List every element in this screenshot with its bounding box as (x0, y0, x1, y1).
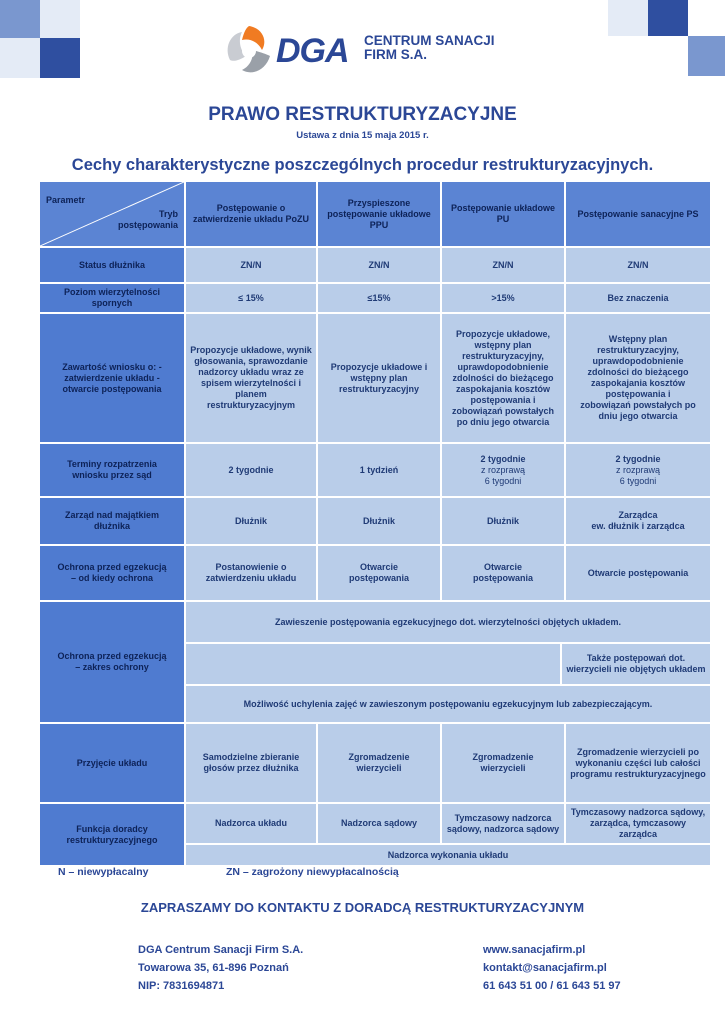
footer-left (138, 941, 303, 995)
cell-sub-text: z rozprawą (615, 464, 660, 475)
row-label: Status dłużnika (40, 248, 184, 282)
row-label: Ochrona przed egzekucją – od kiedy ochrona (40, 546, 184, 600)
table-cell (566, 444, 710, 496)
decor-square (0, 0, 40, 38)
footer-nip: NIP: 7831694871 (138, 980, 225, 992)
contact-cta: ZAPRASZAMY DO KONTAKTU Z DORADCĄ RESTRUKTURYZACYJNYM (140, 900, 585, 915)
table-cell: ZN/N (566, 248, 710, 282)
legend-n: N – niewypłacalny (58, 866, 149, 878)
logo-brand: DGA (276, 32, 349, 70)
row-label: Poziom wierzytelności spornych (40, 284, 184, 312)
table-cell: Także postępowań dot. wierzycieli nie objętych układem (562, 644, 710, 684)
row-label: Funkcja doradcy restrukturyzacyjnego (40, 804, 184, 865)
table-cell: Propozycje układowe, wstępny plan restrukturyzacyjny, uprawdopodobnienie zdolności do bieżącego zaspokajania kosztów postępowania i zobowiązań powstałych po dniu jego otwarcia (442, 314, 564, 442)
column-header: Postępowanie sanacyjne PS (566, 182, 710, 246)
decor-square (648, 0, 688, 36)
logo-text (364, 34, 495, 62)
table-cell: ≤ 15% (186, 284, 316, 312)
decor-square (688, 36, 725, 76)
cell-line: ew. dłużnik i zarządca (591, 521, 685, 531)
legend-zn: ZN – zagrożony niewypłacalnością (226, 866, 399, 878)
table-cell: Postanowienie o zatwierdzeniu układu (186, 546, 316, 600)
footer-company: DGA Centrum Sanacji Firm S.A. (138, 944, 304, 956)
row-label: Ochrona przed egzekucją – zakres ochrony (40, 602, 184, 722)
table-cell: Dłużnik (442, 498, 564, 544)
swirl-logo-icon (218, 20, 280, 82)
decor-square (608, 0, 648, 36)
table-cell: Tymczasowy nadzorca sądowy, zarządca, tymczasowy zarządca (566, 804, 710, 843)
footer-address: Towarowa 35, 61-896 Poznań (138, 962, 289, 974)
table-cell: Otwarcie postępowania (442, 546, 564, 600)
cell-main-text: 2 tygodnie (615, 453, 661, 464)
corner-param: Parametr (46, 195, 86, 205)
cell-sub-text: 6 tygodni (484, 475, 522, 486)
table-cell: Tymczasowy nadzorca sądowy, nadzorca sądowy (442, 804, 564, 843)
table-cell: Zgromadzenie wierzycieli (318, 724, 440, 802)
table-cell: 1 tydzień (318, 444, 440, 496)
row-label: Zarząd nad majątkiem dłużnika (40, 498, 184, 544)
row-label: Zawartość wniosku o: - zatwierdzenie układu - otwarcie postępowania (40, 314, 184, 442)
table-cell: Otwarcie postępowania (566, 546, 710, 600)
table-cell-merged: Zawieszenie postępowania egzekucyjnego dot. wierzytelności objętych układem. (186, 602, 710, 642)
table-cell: Zgromadzenie wierzycieli po wykonaniu części lub całości programu restrukturyzacyjnego (566, 724, 710, 802)
table-cell-merged: Nadzorca wykonania układu (186, 845, 710, 865)
comparison-table (40, 182, 710, 865)
column-header: Przyspieszone postępowanie układowe PPU (318, 182, 440, 246)
footer-email-link[interactable]: kontakt@sanacjafirm.pl (483, 962, 607, 974)
corner-tryb: Tryb (158, 209, 178, 219)
table-heading: Cechy charakterystyczne poszczególnych procedur restrukturyzacyjnych. (71, 156, 654, 174)
table-cell: ZN/N (442, 248, 564, 282)
table-cell-merged: Możliwość uchylenia zajęć w zawieszonym postępowaniu egzekucyjnym lub zabezpieczającym. (186, 686, 710, 722)
table-cell: Nadzorca sądowy (318, 804, 440, 843)
table-cell: ZN/N (186, 248, 316, 282)
decor-square (0, 38, 40, 78)
column-header: Postępowanie o zatwierdzenie układu PoZU (186, 182, 316, 246)
column-header: Postępowanie układowe PU (442, 182, 564, 246)
table-cell: Zgromadzenie wierzycieli (442, 724, 564, 802)
table-cell: Nadzorca układu (186, 804, 316, 843)
table-cell: Dłużnik (186, 498, 316, 544)
footer-right (483, 941, 621, 995)
table-cell (566, 498, 710, 544)
page-subtitle: Ustawa z dnia 15 maja 2015 r. (296, 130, 429, 141)
logo-line-2: FIRM S.A. (364, 47, 427, 62)
logo-line-1: CENTRUM SANACJI (364, 33, 495, 48)
table-cell: Otwarcie postępowania (318, 546, 440, 600)
table-cell: Propozycje układowe, wynik głosowania, sprawozdanie nadzorcy układu wraz ze spisem wierzytelności i planem restrukturyzacyjnym (186, 314, 316, 442)
table-cell: >15% (442, 284, 564, 312)
company-logo (218, 20, 508, 82)
table-cell: Dłużnik (318, 498, 440, 544)
cell-sub-text: 6 tygodni (619, 475, 657, 486)
table-cell: ZN/N (318, 248, 440, 282)
page-title: PRAWO RESTRUKTURYZACYJNE (208, 104, 517, 125)
cell-main-text: 2 tygodnie (480, 453, 526, 464)
table-cell: Wstępny plan restrukturyzacyjny, uprawdopodobnienie zdolności do bieżącego zaspokajania kosztów postępowania i zobowiązań powstałych po dniu jego otwarcia (566, 314, 710, 442)
footer-phones: 61 643 51 00 / 61 643 51 97 (483, 980, 621, 992)
decor-square (40, 0, 80, 38)
table-cell: Bez znaczenia (566, 284, 710, 312)
footer-website-link[interactable]: www.sanacjafirm.pl (483, 944, 586, 956)
cell-line: Zarządca (618, 510, 658, 520)
table-cell-empty (186, 644, 560, 684)
table-cell (442, 444, 564, 496)
cell-sub-text: z rozprawą (480, 464, 525, 475)
table-cell: Samodzielne zbieranie głosów przez dłużnika (186, 724, 316, 802)
decor-square (40, 38, 80, 78)
table-cell: 2 tygodnie (186, 444, 316, 496)
table-cell: Propozycje układowe i wstępny plan restrukturyzacyjny (318, 314, 440, 442)
row-label: Terminy rozpatrzenia wniosku przez sąd (40, 444, 184, 496)
corner-postepowania: postępowania (117, 220, 178, 230)
corner-header-cell (40, 182, 184, 246)
table-cell: ≤15% (318, 284, 440, 312)
row-label: Przyjęcie układu (40, 724, 184, 802)
